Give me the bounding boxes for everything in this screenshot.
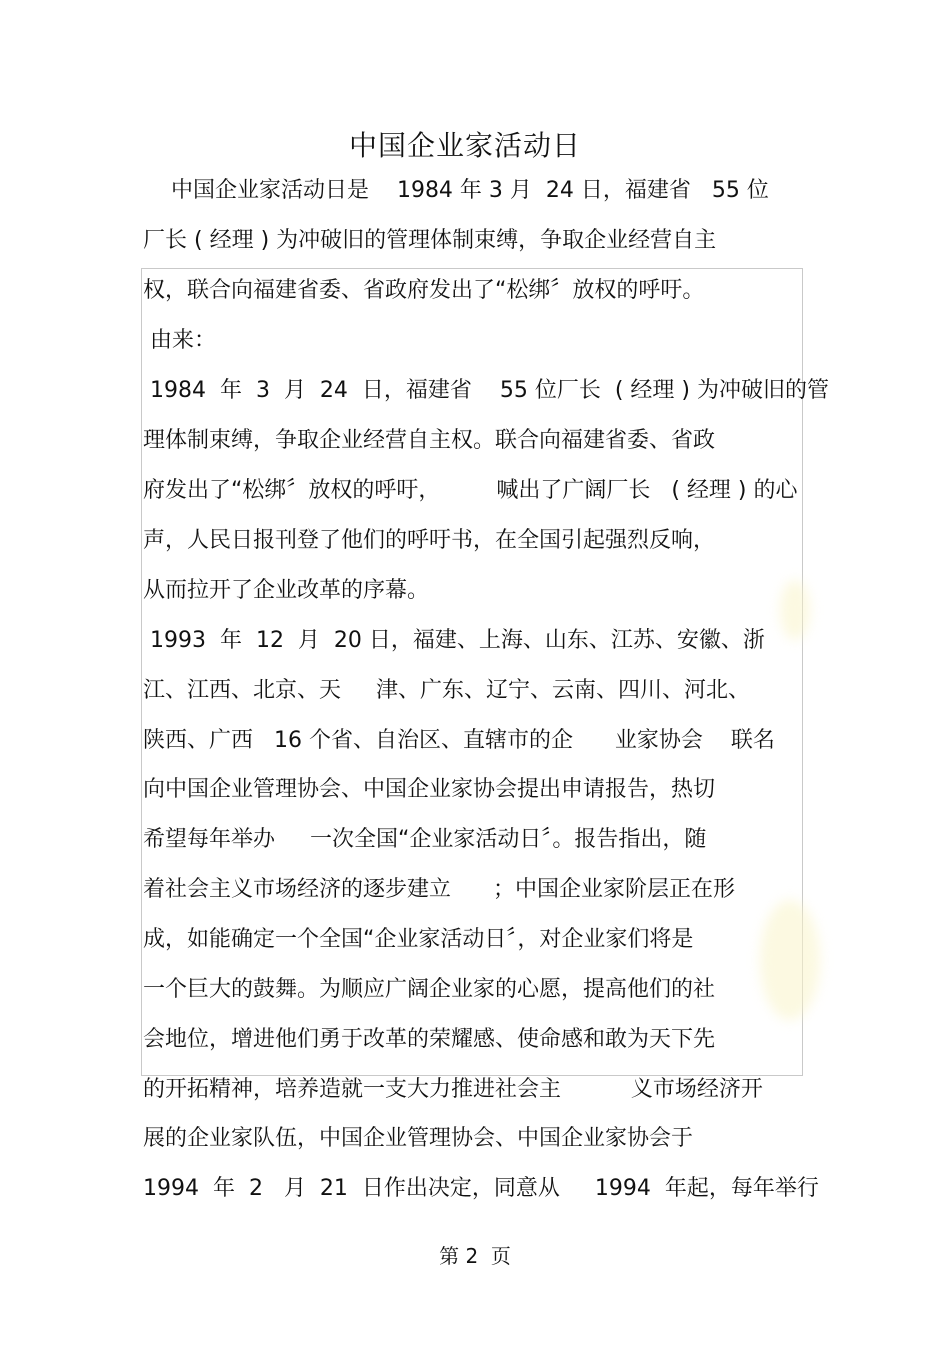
- text-line: 着社会主义市场经济的逐步建立 ；中国企业家阶层正在形: [143, 877, 735, 902]
- text-line: 希望每年举办 一次全国“企业家活动日〞。报告指出，随: [143, 827, 707, 852]
- text-line: 向中国企业管理协会、中国企业家协会提出申请报告，热切: [143, 777, 716, 802]
- text-line: 从而拉开了企业改革的序幕。: [143, 578, 430, 603]
- text-line: 一个巨大的鼓舞。为顺应广阔企业家的心愿，提高他们的社: [143, 977, 716, 1002]
- text-line: 声，人民日报刊登了他们的呼吁书，在全国引起强烈反响，: [143, 528, 716, 553]
- background-glow: [760, 900, 820, 1020]
- text-line: 会地位，增进他们勇于改革的荣耀感、使命感和敢为天下先: [143, 1027, 716, 1052]
- text-line: 江、江西、北京、天 津、广东、辽宁、云南、四川、河北、: [143, 678, 750, 703]
- text-line: 1993 年 12 月 20 日，福建、上海、山东、江苏、安徽、浙: [143, 628, 765, 653]
- text-line: 的开拓精神，培养造就一支大力推进社会主 义市场经济开: [143, 1077, 763, 1102]
- text-line: 府发出了“松绑〞放权的呼吁， 喊出了广阔厂长 ( 经理 ) 的心: [143, 478, 798, 503]
- page-number: 第 2 页: [439, 1244, 511, 1268]
- page-title: 中国企业家活动日: [348, 129, 581, 162]
- text-line: 陕西、广西 16 个省、自治区、直辖市的企 业家协会 联名: [143, 728, 775, 753]
- text-line: 厂长 ( 经理 ) 为冲破旧的管理体制束缚，争取企业经营自主: [143, 228, 717, 253]
- text-line: 1984 年 3 月 24 日，福建省 55 位厂长 ( 经理 ) 为冲破旧的管: [143, 378, 829, 403]
- text-line: 1994 年 2 月 21 日作出决定，同意从 1994 年起，每年举行: [143, 1176, 819, 1201]
- text-line: 中国企业家活动日是 1984 年 3 月 24 日，福建省 55 位: [143, 178, 769, 203]
- text-line: 理体制束缚，争取企业经营自主权。联合向福建省委、省政: [143, 428, 716, 453]
- text-line: 展的企业家队伍，中国企业管理协会、中国企业家协会于: [143, 1126, 694, 1151]
- text-line: 权，联合向福建省委、省政府发出了“松绑〞放权的呼吁。: [143, 278, 705, 303]
- text-line: 成，如能确定一个全国“企业家活动日〞，对企业家们将是: [143, 927, 694, 952]
- text-line: 由来：: [143, 328, 216, 353]
- background-glow: [780, 580, 810, 640]
